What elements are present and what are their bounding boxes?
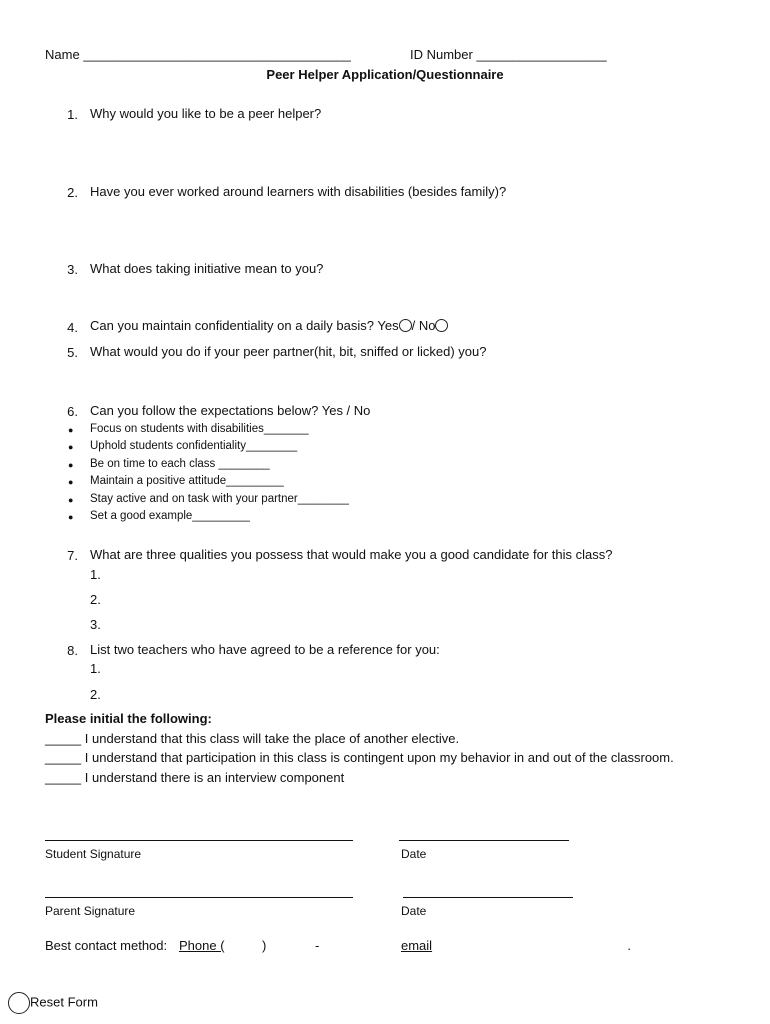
initials-heading: Please initial the following: [45, 711, 212, 726]
parent-date-label: Date [401, 904, 427, 918]
name-label: Name [45, 47, 80, 62]
reset-circle-icon [8, 992, 30, 1014]
bullet-icon: ● [68, 495, 74, 505]
expectation-item: Set a good example_________ [90, 510, 250, 522]
contact-label: Best contact method: [45, 938, 168, 953]
reset-form-button[interactable] [8, 991, 98, 1014]
name-row [45, 48, 351, 61]
expectation-item: Focus on students with disabilities_______ [90, 423, 309, 435]
q7-item-3: 3. [90, 617, 101, 632]
expectation-item: Uphold students confidentiality________ [90, 440, 298, 452]
initial-row [45, 751, 674, 764]
q7-number: 7. [67, 548, 78, 563]
q6-text: Can you follow the expectations below? Yes / No [90, 403, 371, 418]
q4-number: 4. [67, 320, 78, 335]
id-row [410, 48, 607, 61]
expectation-item: Be on time to each class ________ [90, 458, 270, 470]
bullet-icon: ● [68, 460, 74, 470]
phone-close: ) [262, 938, 267, 953]
page-title: Peer Helper Application/Questionnaire [266, 67, 504, 82]
initial-blank[interactable]: _____ [45, 750, 82, 765]
phone-dash: - [315, 938, 320, 953]
q1-text: Why would you like to be a peer helper? [90, 106, 322, 121]
student-signature-line[interactable] [45, 840, 353, 841]
phone-field[interactable] [179, 939, 334, 952]
q2-number: 2. [67, 185, 78, 200]
initial-text: I understand there is an interview component [84, 770, 345, 785]
id-number-label: ID Number [410, 47, 473, 62]
q3-text: What does taking initiative mean to you? [90, 261, 324, 276]
name-field[interactable]: _____________________________________ [83, 47, 351, 62]
q6-number: 6. [67, 404, 78, 419]
q1-number: 1. [67, 107, 78, 122]
q8-text: List two teachers who have agreed to be a reference for you: [90, 642, 440, 657]
parent-signature-line[interactable] [45, 897, 353, 898]
student-signature-label: Student Signature [45, 847, 142, 861]
initial-blank[interactable]: _____ [45, 770, 82, 785]
bullet-icon: ● [68, 512, 74, 522]
expectation-item: Stay active and on task with your partner________ [90, 493, 349, 505]
q4-no-label: / No [411, 318, 436, 333]
q7-item-2: 2. [90, 592, 101, 607]
q2-text: Have you ever worked around learners with disabilities (besides family)? [90, 184, 507, 199]
bullet-icon: ● [68, 477, 74, 487]
q4-row [90, 318, 448, 333]
initial-text: I understand that participation in this class is contingent upon my behavior in and out of the classroom. [84, 750, 674, 765]
email-field[interactable] [401, 939, 633, 952]
yes-radio[interactable] [399, 319, 412, 332]
phone-line-end [334, 939, 398, 953]
id-number-field[interactable]: __________________ [476, 47, 607, 62]
q7-item-1: 1. [90, 567, 101, 582]
q5-text: What would you do if your peer partner(hit, bit, sniffed or licked) you? [90, 344, 487, 359]
phone-label: Phone ( [179, 938, 225, 953]
q7-text: What are three qualities you possess that would make you a good candidate for this class? [90, 547, 613, 562]
bullet-icon: ● [68, 425, 74, 435]
q8-item-1: 1. [90, 661, 101, 676]
email-label: email [401, 938, 433, 953]
q5-number: 5. [67, 345, 78, 360]
q4-text: Can you maintain confidentiality on a daily basis? Yes [90, 318, 399, 333]
q8-number: 8. [67, 643, 78, 658]
bullet-icon: ● [68, 442, 74, 452]
reset-form-label: Reset Form [30, 994, 98, 1010]
q3-number: 3. [67, 262, 78, 277]
parent-signature-label: Parent Signature [45, 904, 136, 918]
q8-item-2: 2. [90, 687, 101, 702]
expectation-item: Maintain a positive attitude_________ [90, 475, 284, 487]
initial-text: I understand that this class will take the place of another elective. [84, 731, 460, 746]
initial-row [45, 771, 344, 784]
no-radio[interactable] [435, 319, 448, 332]
initial-blank[interactable]: _____ [45, 731, 82, 746]
parent-date-line[interactable] [403, 897, 573, 898]
student-date-line[interactable] [399, 840, 569, 841]
student-date-label: Date [401, 847, 427, 861]
initial-row [45, 732, 459, 745]
email-period: . [627, 938, 631, 953]
